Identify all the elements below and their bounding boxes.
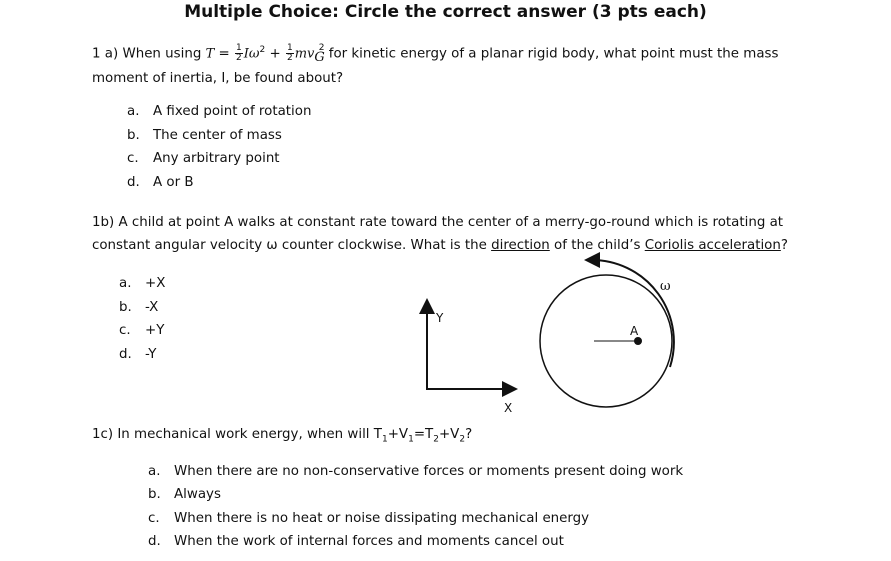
option-1c-a[interactable] xyxy=(148,464,683,479)
option-text: When the work of internal forces and moments cancel out xyxy=(174,534,564,549)
subscript: 2 xyxy=(433,434,439,445)
option-letter: b. xyxy=(127,128,140,143)
option-letter: c. xyxy=(148,511,160,526)
option-letter: d. xyxy=(119,347,132,362)
option-letter: c. xyxy=(127,151,139,166)
option-text: A or B xyxy=(153,175,194,190)
option-text: +Y xyxy=(145,323,165,338)
fraction-half-2: $\frac{1}{2}$ xyxy=(286,42,293,63)
option-text: The center of mass xyxy=(153,128,282,143)
question-1c-text: +V xyxy=(387,427,409,442)
equation-term2: mv xyxy=(294,46,315,62)
option-letter: b. xyxy=(119,300,132,315)
subscript: 2 xyxy=(459,434,466,445)
question-1b-line1: 1b) A child at point A walks at constant rate toward the center of a merry-go-round which is rotating at xyxy=(92,215,784,230)
option-text: Always xyxy=(174,487,221,502)
option-letter: b. xyxy=(148,487,161,502)
omega-label: ω xyxy=(660,279,671,294)
rotation-arrow xyxy=(592,260,674,367)
subscript: 1 xyxy=(408,434,414,445)
question-1c-text: =T xyxy=(413,427,434,442)
question-1c-text: 1c) In mechanical work energy, when will T xyxy=(92,427,382,442)
option-text: -X xyxy=(145,300,159,315)
option-text: +X xyxy=(145,276,166,291)
question-1c-text: +V xyxy=(438,427,460,442)
option-letter: d. xyxy=(148,534,161,549)
option-text: A fixed point of rotation xyxy=(153,104,312,119)
option-text: -Y xyxy=(145,347,157,362)
option-letter: c. xyxy=(119,323,131,338)
equation-term1: Iω xyxy=(243,46,260,62)
question-1c xyxy=(92,425,472,450)
option-1c-b[interactable] xyxy=(148,487,221,502)
fraction-half-1: $\frac{1}{2}$ xyxy=(236,42,242,63)
option-text: When there are no non-conservative forces or moments present doing work xyxy=(174,464,684,479)
exponent-2-b: 2 xyxy=(318,43,325,53)
question-1a-suffix: for kinetic energy of a planar rigid body, what point must the mass xyxy=(324,46,779,62)
option-text: Any arbitrary point xyxy=(153,151,280,166)
option-letter: a. xyxy=(148,464,161,479)
option-letter: d. xyxy=(127,175,140,190)
direction-underlined: direction xyxy=(491,238,550,253)
option-letter: a. xyxy=(127,104,140,119)
equation-T: T xyxy=(205,46,215,62)
option-1c-c[interactable] xyxy=(148,511,589,526)
option-letter: a. xyxy=(119,276,132,291)
page-title: Multiple Choice: Circle the correct answer (3 pts each) xyxy=(184,2,707,22)
question-mark: ? xyxy=(780,238,788,253)
point-A-label: A xyxy=(630,324,639,338)
question-mark: ? xyxy=(465,427,473,442)
equation-equals: = xyxy=(214,46,235,62)
option-1c-d[interactable] xyxy=(148,534,564,549)
point-A xyxy=(634,337,642,345)
question-1b-text2: of the child’s xyxy=(549,238,645,253)
question-1a-prefix: 1 a) When using xyxy=(92,46,206,62)
subscript-G: G xyxy=(314,50,325,66)
option-text: When there is no heat or noise dissipating mechanical energy xyxy=(174,511,590,526)
coriolis-underlined: Coriolis acceleration xyxy=(644,238,781,253)
equation-plus: + xyxy=(265,46,285,62)
y-axis-label: Y xyxy=(436,311,444,325)
exponent-2-a: 2 xyxy=(259,45,266,55)
question-1a-line2: moment of inertia, I, be found about? xyxy=(92,71,344,86)
subscript: 1 xyxy=(381,434,388,445)
question-1b-text: constant angular velocity ω counter clockwise. What is the xyxy=(92,238,492,253)
x-axis-label: X xyxy=(504,401,513,415)
